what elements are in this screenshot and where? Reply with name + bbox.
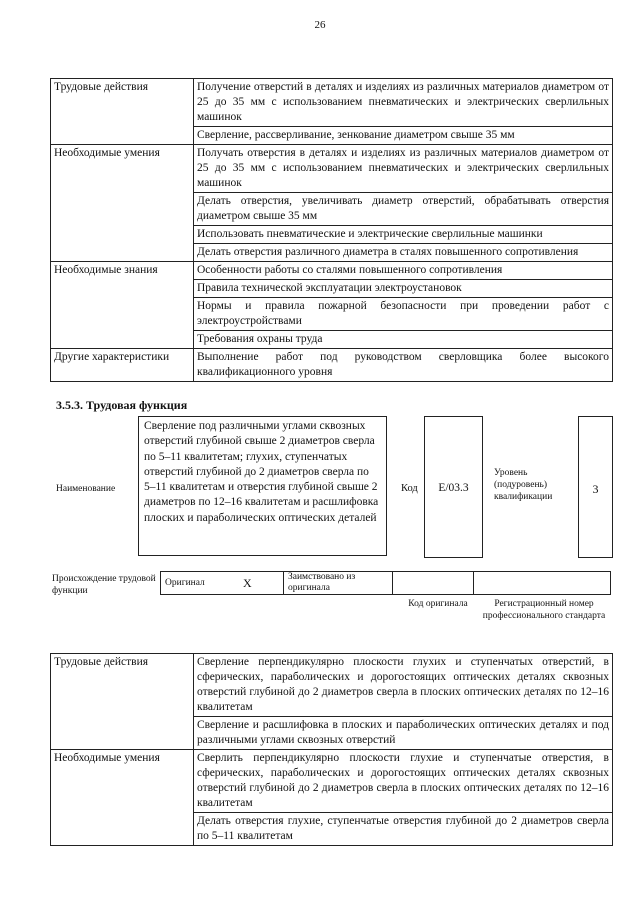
name-label: Наименование [56,484,116,494]
level-box [578,416,613,558]
row-item: Сверлить перпендикулярно плоскости глухие и ступенчатые отверстия, в сферических, параболических и дорогостоящих оптических деталях сквозных отверстий глубиной до 2 диаметров сверла в плоских оптических деталях по 12–16 квалитетам [194,750,613,813]
code-box [424,416,483,558]
code-label: Код [401,483,418,494]
row-item: Правила технической эксплуатации электроустановок [194,280,613,298]
row-label: Необходимые умения [51,750,194,846]
section-title: 3.5.3. Трудовая функция [56,398,188,412]
borrowed-label: Заимствовано из оригинала [284,572,393,595]
table-row [51,79,613,127]
row-label: Необходимые знания [51,262,194,349]
row-item: Делать отверстия глухие, ступенчатые отверстия глубиной до 2 диаметров сверла по 5–11 квалитетам [194,813,613,846]
row-item: Делать отверстия различного диаметра в сталях повышенного сопротивления [194,244,613,262]
row-label: Необходимые умения [51,145,194,262]
row-item: Сверление и расшлифовка в плоских и параболических оптических деталях и под различными углами сквозных отверстий [194,717,613,750]
table-row [51,262,613,280]
code-original-caption: Код оригинала [408,599,468,609]
row-item: Требования охраны труда [194,331,613,349]
level-label: Уровень (подуровень) квалификации [494,468,553,502]
competency-table-1 [50,78,613,382]
competency-table-2 [50,653,613,846]
row-item: Получать отверстия в деталях и изделиях из различных материалов диаметром от 25 до 35 мм с использованием пневматических и электрических сверлильных машинок [194,145,613,193]
table-row [51,654,613,717]
level-value: 3 [592,482,599,496]
row-item: Сверление перпендикулярно плоскости глухих и ступенчатых отверстий, в сферических, параболических и дорогостоящих оптических деталях сквозных отверстий глубиной до 2 диаметров сверла в плоских оптических деталях по 12–16 квалитетам [194,654,613,717]
function-name: Сверление под различными углами сквозных отверстий глубиной свыше 2 диаметров сверла по 5–11 квалитетам; глухих, ступенчатых отверстий глубиной до 2 диаметров сверла по 5–11 квалитетам и отверстия глубиной свыше 2 диаметров по 12–16 квалитетам и расшлифовка плоских и параболических оптических деталей [138,416,387,556]
table-row [51,145,613,193]
row-label: Трудовые действия [51,654,194,750]
table-row [51,750,613,813]
original-label: Оригинал [161,572,240,595]
row-label: Другие характеристики [51,349,194,382]
row-item: Нормы и правила пожарной безопасности при проведении работ с электроустройствами [194,298,613,331]
row-item: Делать отверстия, увеличивать диаметр отверстий, обрабатывать отверстия диаметром свыше 35 мм [194,193,613,226]
reg-number-caption: Регистрационный номер профессионального стандарта [482,599,606,621]
origin-table [160,571,611,595]
function-code: E/03.3 [438,482,469,494]
row-item: Выполнение работ под руководством сверловщика более высокого квалификационного уровня [194,349,613,382]
row-label: Трудовые действия [51,79,194,145]
table-row [51,349,613,382]
original-mark: X [239,572,284,595]
reg-number-cell [474,572,611,595]
page-number: 26 [314,19,326,31]
row-item: Использовать пневматические и электрические сверлильные машинки [194,226,613,244]
row-item: Сверление, рассверливание, зенкование диаметром свыше 35 мм [194,127,613,145]
origin-label: Происхождение трудовой функции [52,574,156,596]
code-original-cell [393,572,474,595]
row-item: Особенности работы со сталями повышенного сопротивления [194,262,613,280]
row-item: Получение отверстий в деталях и изделиях из различных материалов диаметром от 25 до 35 мм с использованием пневматических и электрических сверлильных машинок [194,79,613,127]
